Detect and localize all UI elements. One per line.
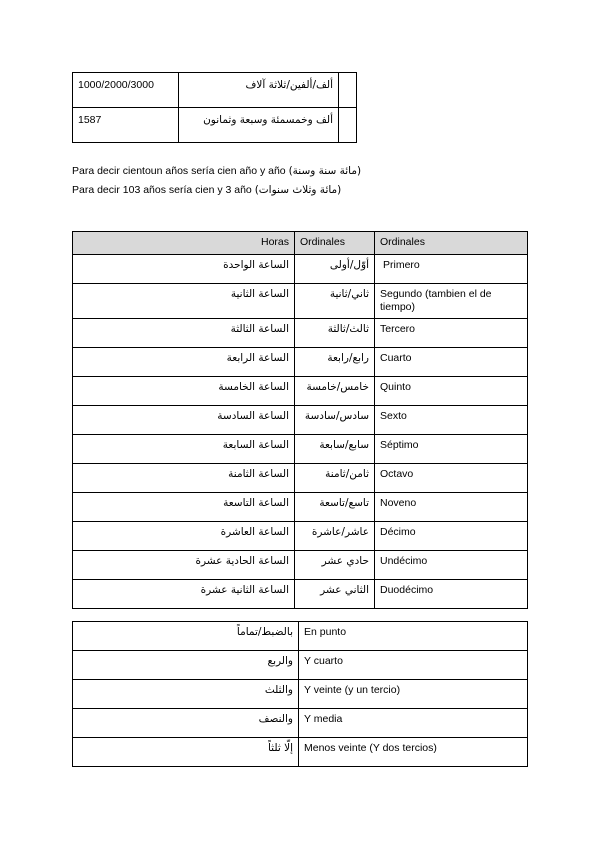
note-line-2 (72, 184, 341, 196)
table-row (73, 284, 528, 319)
ordinal-ar-cell: ثامن/ثامنة (295, 464, 375, 493)
ordinal-ar-cell: ثاني/ثانية (295, 284, 375, 319)
ordinal-ar-cell: خامس/خامسة (295, 377, 375, 406)
ordinal-es-cell: Primero (375, 255, 528, 284)
note-text: Para decir 103 años sería cien y 3 año (72, 184, 252, 196)
table-row (73, 319, 528, 348)
ordinal-ar-cell: عاشر/عاشرة (295, 522, 375, 551)
fraction-ar-cell: والربع (73, 651, 299, 680)
hour-cell: الساعة التاسعة (73, 493, 295, 522)
ordinal-ar-cell: أوّل/أولى (295, 255, 375, 284)
note-arabic: (مائة سنة وسنة) (288, 165, 362, 177)
fraction-es-cell: En punto (299, 622, 528, 651)
ordinal-ar-cell: سادس/سادسة (295, 406, 375, 435)
table-row (73, 108, 357, 143)
ordinal-ar-cell: حادي عشر (295, 551, 375, 580)
hour-cell: الساعة السابعة (73, 435, 295, 464)
table-row (73, 580, 528, 609)
hour-cell: الساعة الحادية عشرة (73, 551, 295, 580)
header-ordinales-ar: Ordinales (295, 232, 375, 255)
ordinal-es-cell: Duodécimo (375, 580, 528, 609)
table-row (73, 622, 528, 651)
ordinal-es-cell: Undécimo (375, 551, 528, 580)
fraction-es-cell: Y media (299, 709, 528, 738)
ordinal-es-cell: Octavo (375, 464, 528, 493)
arabic-number-cell: ألف/ألفين/ثلاثة آلاف (179, 73, 339, 108)
table-row (73, 651, 528, 680)
number-cell: 1000/2000/3000 (73, 73, 179, 108)
hour-cell: الساعة السادسة (73, 406, 295, 435)
ordinal-es-cell: Tercero (375, 319, 528, 348)
ordinal-ar-cell: الثاني عشر (295, 580, 375, 609)
ordinal-ar-cell: رابع/رابعة (295, 348, 375, 377)
hour-cell: الساعة الثامنة (73, 464, 295, 493)
table-row (73, 493, 528, 522)
hours-table (72, 231, 528, 609)
table-row (73, 255, 528, 284)
hour-cell: الساعة الثالثة (73, 319, 295, 348)
table-row (73, 348, 528, 377)
empty-cell (339, 108, 357, 143)
ordinal-es-cell: Noveno (375, 493, 528, 522)
fraction-ar-cell: بالضبط/تماماً (73, 622, 299, 651)
table-row (73, 406, 528, 435)
fraction-ar-cell: والثلث (73, 680, 299, 709)
ordinal-es-cell: Séptimo (375, 435, 528, 464)
fraction-es-cell: Menos veinte (Y dos tercios) (299, 738, 528, 767)
fraction-es-cell: Y cuarto (299, 651, 528, 680)
note-text: Para decir cientoun años sería cien año y año (72, 165, 286, 177)
fraction-es-cell: Y veinte (y un tercio) (299, 680, 528, 709)
header-ordinales-es: Ordinales (375, 232, 528, 255)
hour-cell: الساعة الرابعة (73, 348, 295, 377)
number-cell: 1587 (73, 108, 179, 143)
hour-cell: الساعة الواحدة (73, 255, 295, 284)
header-row (73, 232, 528, 255)
hour-cell: الساعة العاشرة (73, 522, 295, 551)
header-horas: Horas (73, 232, 295, 255)
table-row (73, 73, 357, 108)
table-row (73, 709, 528, 738)
hour-cell: الساعة الخامسة (73, 377, 295, 406)
ordinal-es-cell: Sexto (375, 406, 528, 435)
ordinal-ar-cell: ثالث/ثالثة (295, 319, 375, 348)
table-row (73, 522, 528, 551)
note-arabic: (مائة وثلاث سنوات) (254, 184, 342, 196)
fraction-ar-cell: إلّا ثلثاً (73, 738, 299, 767)
table-row (73, 680, 528, 709)
table-row (73, 435, 528, 464)
ordinal-es-cell: Cuarto (375, 348, 528, 377)
ordinal-ar-cell: تاسع/تاسعة (295, 493, 375, 522)
ordinal-es-cell: Décimo (375, 522, 528, 551)
table-row (73, 551, 528, 580)
numbers-table (72, 72, 357, 143)
fraction-ar-cell: والنصف (73, 709, 299, 738)
arabic-number-cell: ألف وخمسمئة وسبعة وثمانون (179, 108, 339, 143)
table-row (73, 377, 528, 406)
table-row (73, 738, 528, 767)
ordinal-es-cell: Quinto (375, 377, 528, 406)
note-line-1 (72, 165, 361, 177)
ordinal-es-cell: Segundo (tambien el de tiempo) (375, 284, 528, 319)
ordinal-ar-cell: سابع/سابعة (295, 435, 375, 464)
table-row (73, 464, 528, 493)
empty-cell (339, 73, 357, 108)
hour-cell: الساعة الثانية (73, 284, 295, 319)
fractions-table (72, 621, 528, 767)
hour-cell: الساعة الثانية عشرة (73, 580, 295, 609)
